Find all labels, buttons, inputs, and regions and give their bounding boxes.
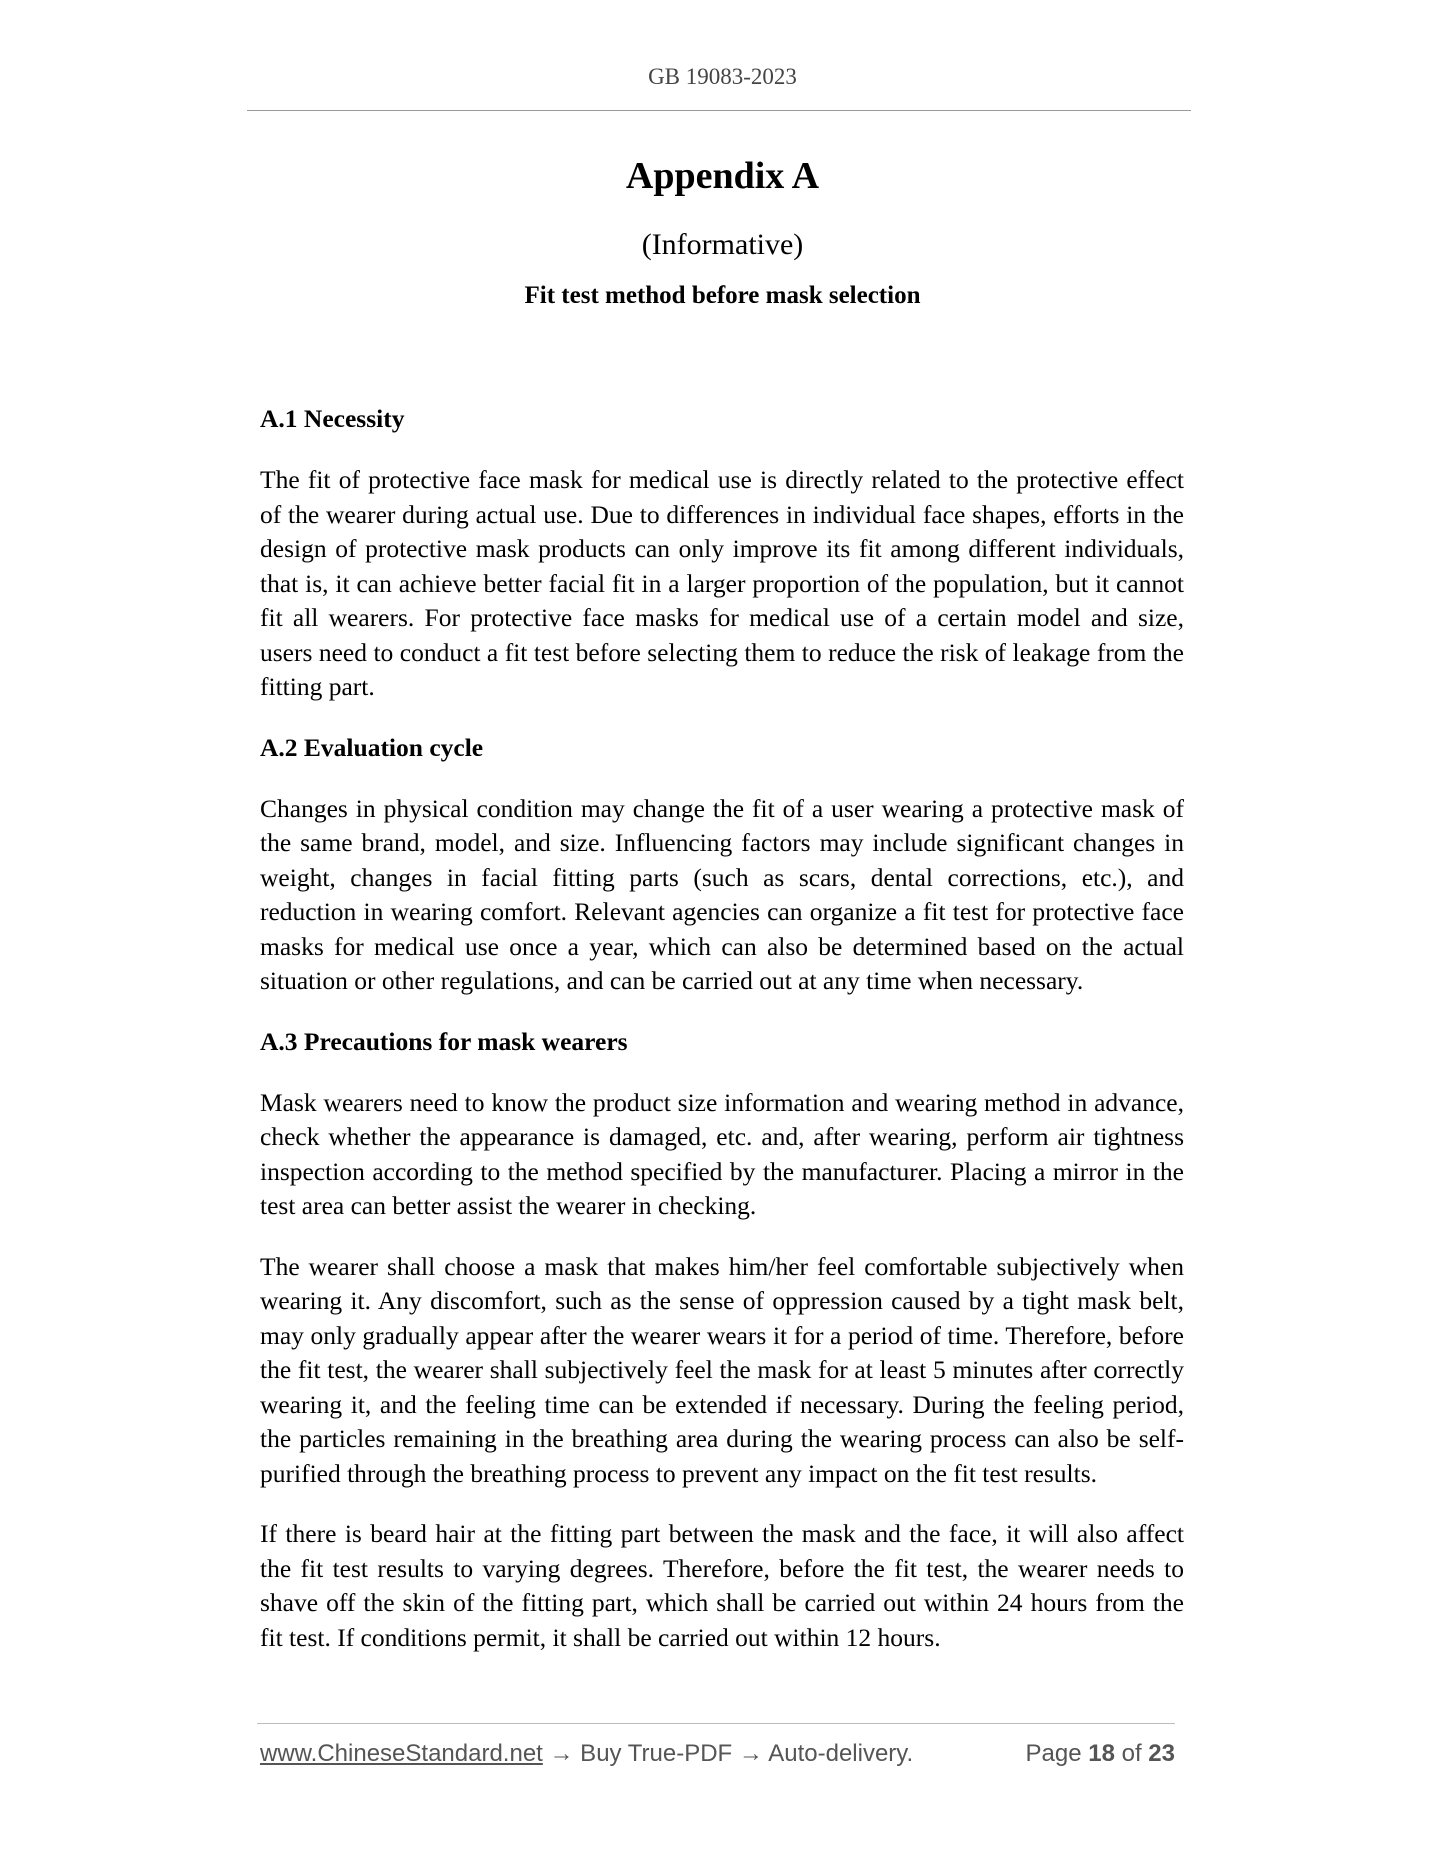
paragraph-precautions-3: If there is beard hair at the fitting part between the mask and the face, it will also affect the fit test results to varying degrees. Therefore, before the fit test, the wearer needs to shave off the skin of the fitting part, which shall be carried out within 24 hours from the fit test. If conditions permit, it shall be carried out within 12 hours. (260, 1519, 1184, 1652)
appendix-type: (Informative) (641, 228, 804, 261)
chinesestandard-link[interactable]: www.ChineseStandard.net (260, 1740, 543, 1767)
header-divider (247, 110, 1191, 111)
section-heading-necessity: A.1 Necessity (260, 404, 405, 433)
document-body (260, 402, 1184, 1681)
paragraph-precautions-2: The wearer shall choose a mask that makes him/her feel comfortable subjectively when wearing it. Any discomfort, such as the sense of oppression caused by a tight mask belt, may only gradually appear after the wearer wears it for a period of time. Therefore, before the fit test, the wearer shall subjectively feel the mask for at least 5 minutes after correctly wearing it, and the feeling time can be extended if necessary. During the feeling period, the particles remaining in the breathing area during the wearing process can also be self-purified through the breathing process to prevent any impact on the fit test results. (260, 1251, 1184, 1488)
appendix-title: Appendix A (625, 155, 820, 197)
total-pages-number: 23 (1148, 1740, 1175, 1767)
paragraph-necessity: The fit of protective face mask for medical use is directly related to the protective effect of the wearer during actual use. Due to differences in individual face shapes, efforts in the design of protective mask products can only improve its fit among different individuals, that is, it can achieve better facial fit in a larger proportion of the population, but it cannot fit all wearers. For protective face masks for medical use of a certain model and size, users need to conduct a fit test before selecting them to reduce the risk of leakage from the fitting part. (260, 465, 1184, 701)
page-label: Page (1025, 1740, 1082, 1767)
section-heading-evaluation-cycle: A.2 Evaluation cycle (260, 732, 484, 762)
current-page-number: 18 (1088, 1740, 1115, 1767)
footer-promo-text: → Buy True-PDF → Auto-delivery. (542, 1740, 914, 1767)
document-standard-number: GB 19083-2023 (648, 64, 797, 89)
of-label: of (1121, 1740, 1142, 1767)
page-indicator (1026, 1740, 1176, 1768)
footer-divider (257, 1723, 1175, 1724)
paragraph-evaluation-cycle: Changes in physical condition may change the fit of a user wearing a protective mask of the same brand, model, and size. Influencing factors may include significant changes in weight, changes in facial fitting parts (such as scars, dental corrections, etc.), and reduction in wearing comfort. Relevant agencies can organize a fit test for protective face masks for medical use once a year, which can also be determined based on the actual situation or other regulations, and can be carried out at any time when necessary. (260, 793, 1184, 995)
paragraph-precautions-1: Mask wearers need to know the product size information and wearing method in advance, check whether the appearance is damaged, etc. and, after wearing, perform air tightness inspection according to the method specified by the manufacturer. Placing a mirror in the test area can better assist the wearer in checking. (260, 1087, 1184, 1220)
footer-promo (260, 1740, 913, 1768)
appendix-subtitle: Fit test method before mask selection (524, 282, 921, 309)
section-heading-precautions: A.3 Precautions for mask wearers (260, 1026, 628, 1056)
